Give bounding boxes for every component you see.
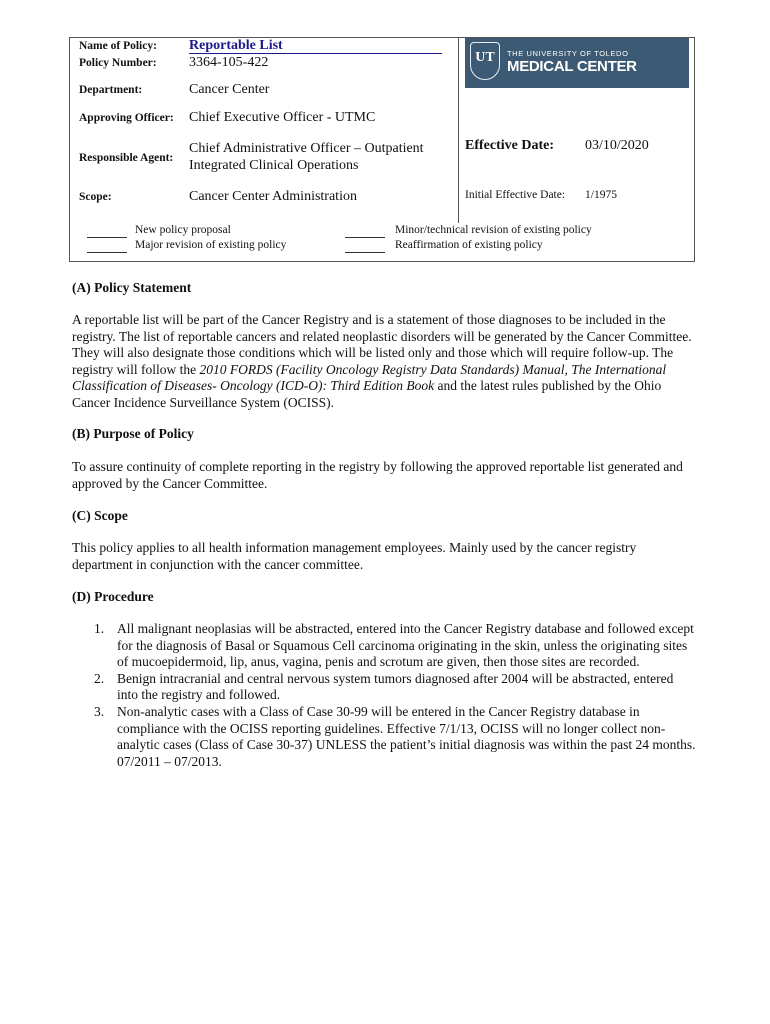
policy-name-label: Name of Policy: [79, 40, 157, 52]
department-value: Cancer Center [189, 82, 270, 97]
procedure-item-number: 2. [94, 670, 105, 686]
policy-name-underline [189, 53, 442, 54]
procedure-item [72, 704, 697, 770]
procedure-item-number: 1. [94, 621, 105, 636]
procedure-list [72, 621, 697, 770]
section-a-heading: (A) Policy Statement [72, 280, 192, 295]
reaffirmation-option: Reaffirmation of existing policy [395, 239, 543, 251]
section-c-text: This policy applies to all health information management employees. Mainly used by the cancer registry department in conjunction with the cancer committee. [72, 540, 637, 572]
responsible-agent-label: Responsible Agent: [79, 152, 174, 164]
section-a-text [72, 312, 697, 412]
policy-number-label: Policy Number: [79, 57, 157, 69]
section-b-text: To assure continuity of complete reporting in the registry by following the approved reportable list generated and approved by the Cancer Committee. [72, 459, 683, 491]
scope-label: Scope: [79, 191, 112, 203]
initial-effective-date-value: 1/1975 [585, 189, 617, 201]
procedure-item [72, 671, 697, 704]
reaffirmation-blank [345, 252, 385, 253]
section-a-text-part1: A reportable list will be part of the Cancer Registry and is a statement of those diagnoses to be included in the registry. The list of reportable cancers and related neoplastic disorders will be generated by the Cancer Committee. They will also designate those conditions which will be listed only and those which will require follow-up. The registry will follow the [72, 312, 692, 377]
approving-officer-value: Chief Executive Officer - UTMC [189, 110, 376, 125]
section-b-heading: (B) Purpose of Policy [72, 426, 194, 441]
section-a-text-part2: and the latest rules published by the Ohio Cancer Incidence Surveillance System (OCISS). [72, 378, 662, 410]
new-policy-option: New policy proposal [135, 224, 231, 236]
responsible-agent-value-line2: Integrated Clinical Operations [189, 158, 359, 173]
responsible-agent-value-line1: Chief Administrative Officer – Outpatient [189, 141, 424, 156]
policy-name-value: Reportable List [189, 38, 283, 53]
procedure-item-number: 3. [94, 703, 105, 719]
procedure-item [72, 621, 697, 671]
procedure-item-text: Benign intracranial and central nervous system tumors diagnosed after 2004 will be abstracted, entered into the registry and followed. [117, 670, 674, 703]
major-revision-option: Major revision of existing policy [135, 239, 287, 251]
effective-date-value: 03/10/2020 [585, 138, 649, 153]
effective-date-label: Effective Date: [465, 138, 555, 153]
procedure-item-text: Non-analytic cases with a Class of Case 30-99 will be entered in the Cancer Registry database in compliance with the OCISS reporting guidelines. Effective 7/1/13, OCISS will no longer collect non-analytic cases (Class of Case 30-37) UNLESS the patient’s initial diagnosis was within the past 24 months. 07/2011 – 07/2013. [117, 703, 696, 769]
section-c-heading: (C) Scope [72, 508, 128, 523]
minor-revision-option: Minor/technical revision of existing policy [395, 224, 592, 236]
new-policy-blank [87, 237, 127, 238]
procedure-item-text: All malignant neoplasias will be abstracted, entered into the Cancer Registry database and followed except for the diagnosis of Basal or Squamous Cell carcinoma originating in the skin, unless the originating sites of mucoepidermoid, lip, anus, vagina, penis and scrotum are given, then those sites are recorded. [117, 621, 694, 670]
ut-shield-icon: UT [470, 42, 500, 80]
logo-university-text: THE UNIVERSITY OF TOLEDO [507, 49, 629, 58]
section-d-heading: (D) Procedure [72, 589, 154, 604]
header-divider [458, 37, 459, 223]
initial-effective-date-label: Initial Effective Date: [465, 189, 566, 201]
approving-officer-label: Approving Officer: [79, 112, 174, 124]
department-label: Department: [79, 84, 143, 96]
minor-revision-blank [345, 237, 385, 238]
policy-number-value: 3364-105-422 [189, 55, 269, 70]
medical-center-logo [465, 38, 689, 88]
scope-value: Cancer Center Administration [189, 189, 357, 204]
major-revision-blank [87, 252, 127, 253]
section-a-text-italic: 2010 FORDS (Facility Oncology Registry Data Standards) Manual, The International Classification of Diseases- Oncology (ICD-O): Third Edition Book [72, 361, 667, 394]
logo-medical-center-text: MEDICAL CENTER [507, 58, 637, 75]
